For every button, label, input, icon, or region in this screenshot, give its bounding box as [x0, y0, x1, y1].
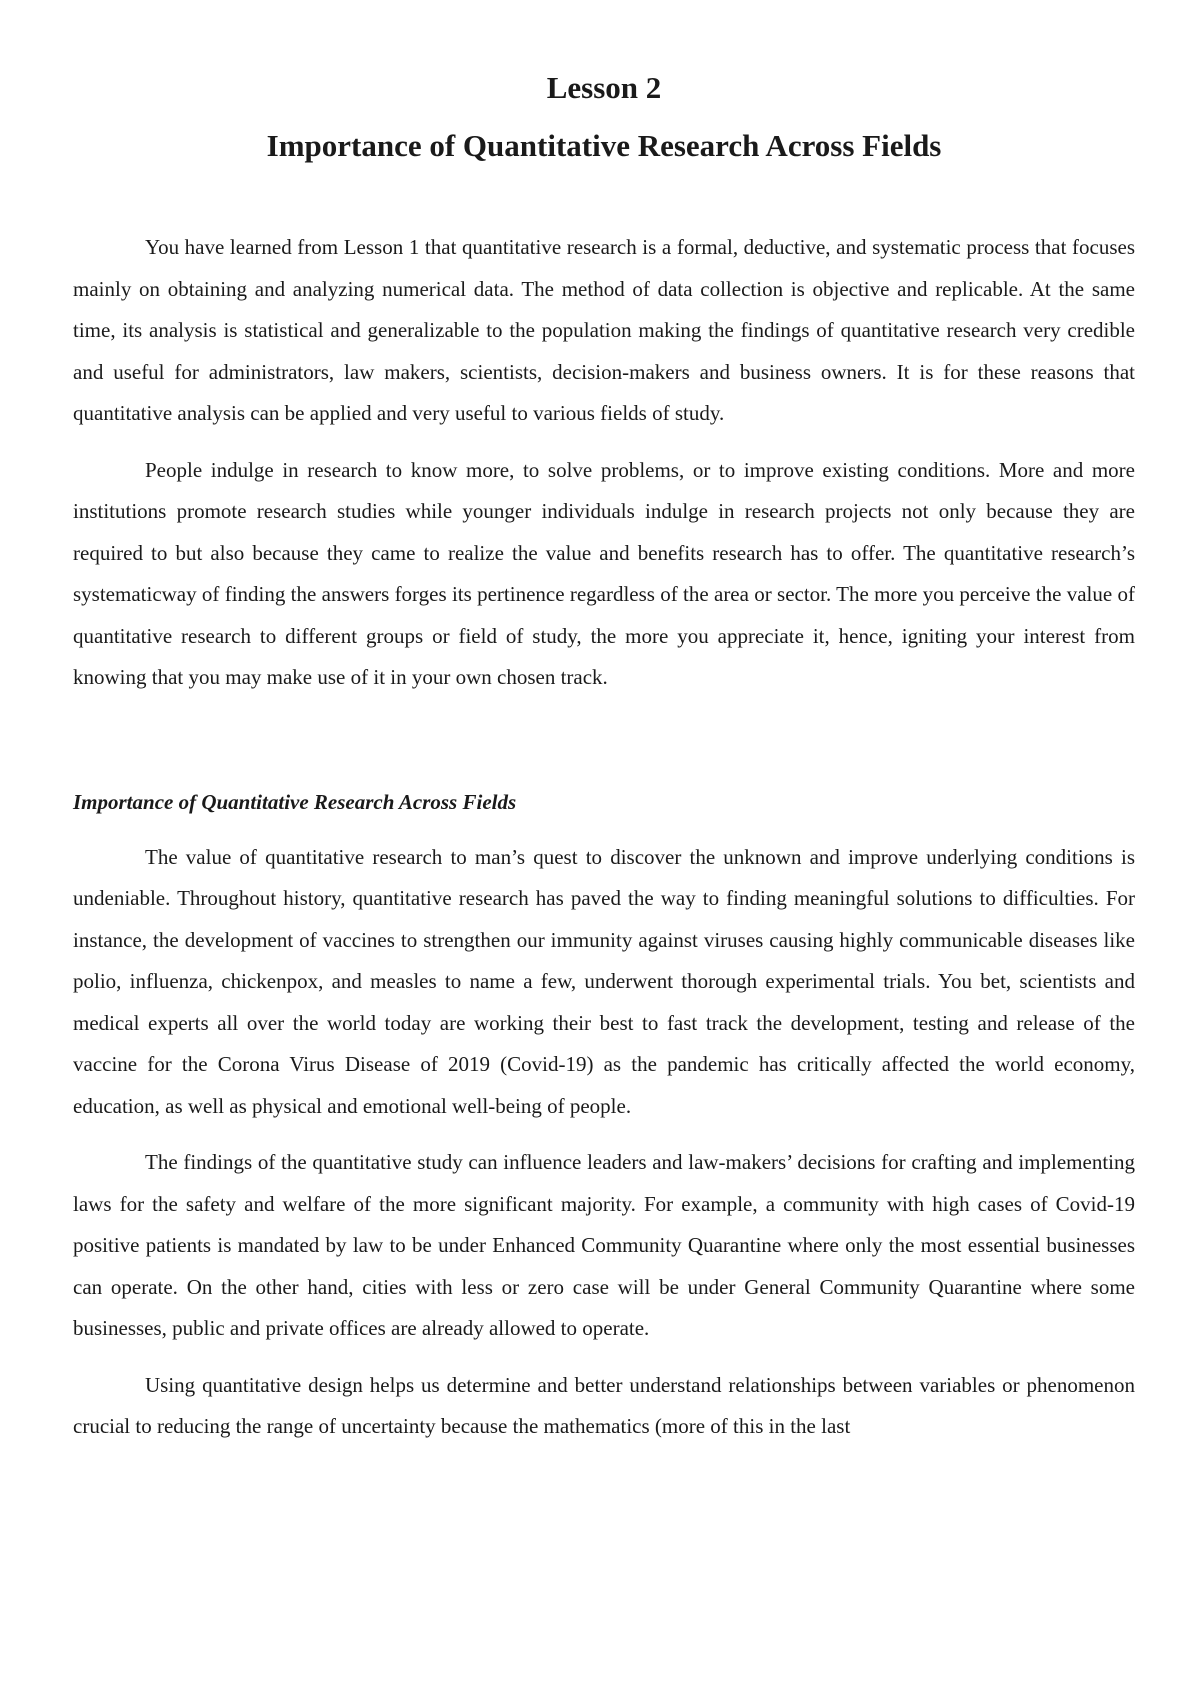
- section-heading: Importance of Quantitative Research Across Fields: [73, 789, 517, 814]
- intro-paragraph: You have learned from Lesson 1 that quantitative research is a formal, deductive, and systematic process that focuses mainly on obtaining and analyzing numerical data. The method of data collection is objective and replicable. At the same time, its analysis is statistical and generalizable to the population making the findings of quantitative research very credible and useful for administrators, law makers, scientists, decision-makers and business owners. It is for these reasons that quantitative analysis can be applied and very useful to various fields of study.: [73, 235, 1135, 425]
- document-page: [73, 70, 1135, 1448]
- section-paragraph: The findings of the quantitative study can influence leaders and law-makers’ decisions for crafting and implementing laws for the safety and welfare of the more significant majority. For example, a community with high cases of Covid-19 positive patients is mandated by law to be under Enhanced Community Quarantine where only the most essential businesses can operate. On the other hand, cities with less or zero case will be under General Community Quarantine where some businesses, public and private offices are already allowed to operate.: [73, 1150, 1135, 1340]
- intro-paragraph: People indulge in research to know more, to solve problems, or to improve existing conditions. More and more institutions promote research studies while younger individuals indulge in research projects not only because they are required to but also because they came to realize the value and benefits research has to offer. The quantitative research’s systematicway of finding the answers forges its pertinence regardless of the area or sector. The more you perceive the value of quantitative research to different groups or field of study, the more you appreciate it, hence, igniting your interest from knowing that you may make use of it in your own chosen track.: [73, 457, 1135, 689]
- section-paragraph: Using quantitative design helps us determine and better understand relationships between variables or phenomenon crucial to reducing the range of uncertainty because the mathematics (more of this in the last: [73, 1372, 1135, 1438]
- section-paragraph: The value of quantitative research to man’s quest to discover the unknown and improve underlying conditions is undeniable. Throughout history, quantitative research has paved the way to finding meaningful solutions to difficulties. For instance, the development of vaccines to strengthen our immunity against viruses causing highly communicable diseases like polio, influenza, chickenpox, and measles to name a few, underwent thorough experimental trials. You bet, scientists and medical experts all over the world today are working their best to fast track the development, testing and release of the vaccine for the Corona Virus Disease of 2019 (Covid-19) as the pandemic has critically affected the world economy, education, as well as physical and emotional well-being of people.: [73, 844, 1135, 1118]
- lesson-number: Lesson 2: [546, 70, 662, 105]
- lesson-title: Importance of Quantitative Research Across Fields: [266, 128, 942, 163]
